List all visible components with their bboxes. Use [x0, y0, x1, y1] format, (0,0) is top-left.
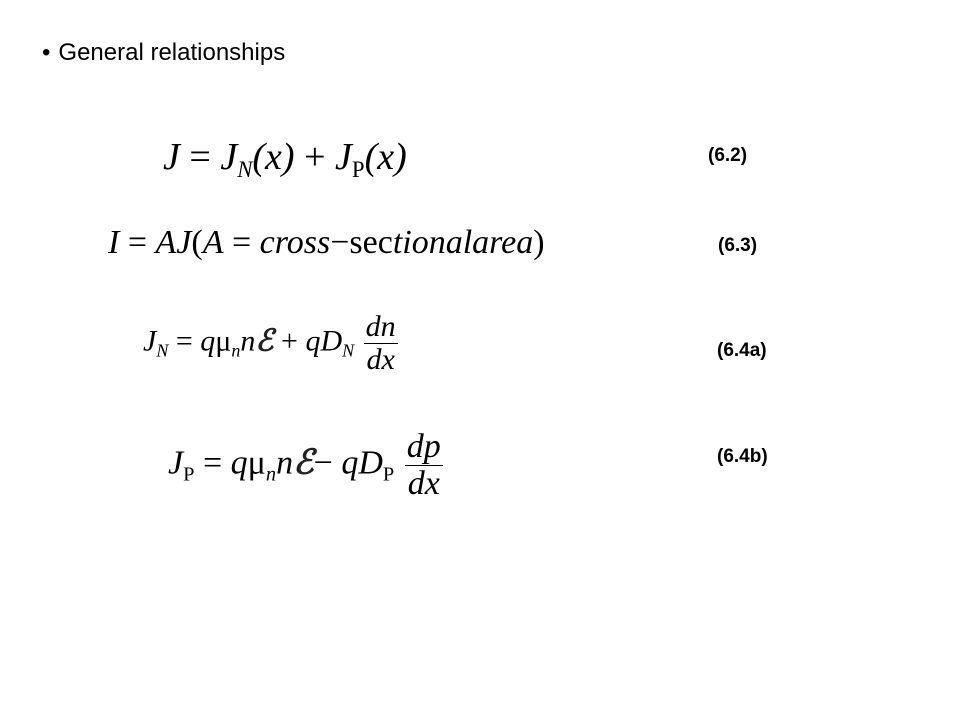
fraction-dn-dx: $\frac{dn}{dx}$ — [365, 310, 396, 376]
equation-label-6-3: (6.3) — [718, 235, 758, 256]
equation-label-6-4a: (6.4a) — [717, 340, 767, 361]
equation-6-4b: $J_P$ = $q\mu_nnℰ- qD_P$ $\frac{dp}{dx}$ — [168, 428, 441, 502]
section-heading — [42, 38, 285, 68]
equation-label-6-2: (6.2) — [708, 145, 748, 166]
equation-6-3: I = AJ(A = cross−sectionalarea) — [108, 224, 545, 261]
equation-6-4a: $J_N$ = $q\mu_nnℰ + qD_N$ $\frac{dn}{dx}$ — [143, 310, 396, 376]
equation-label-6-4b: (6.4b) — [717, 446, 768, 467]
fraction-dp-dx: $\frac{dp}{dx}$ — [406, 428, 441, 502]
heading-text: General relationships — [58, 39, 286, 66]
bullet-symbol: • — [42, 39, 51, 66]
equation-6-2: $J = J_N(x) + J_P(x)$ — [163, 136, 407, 182]
